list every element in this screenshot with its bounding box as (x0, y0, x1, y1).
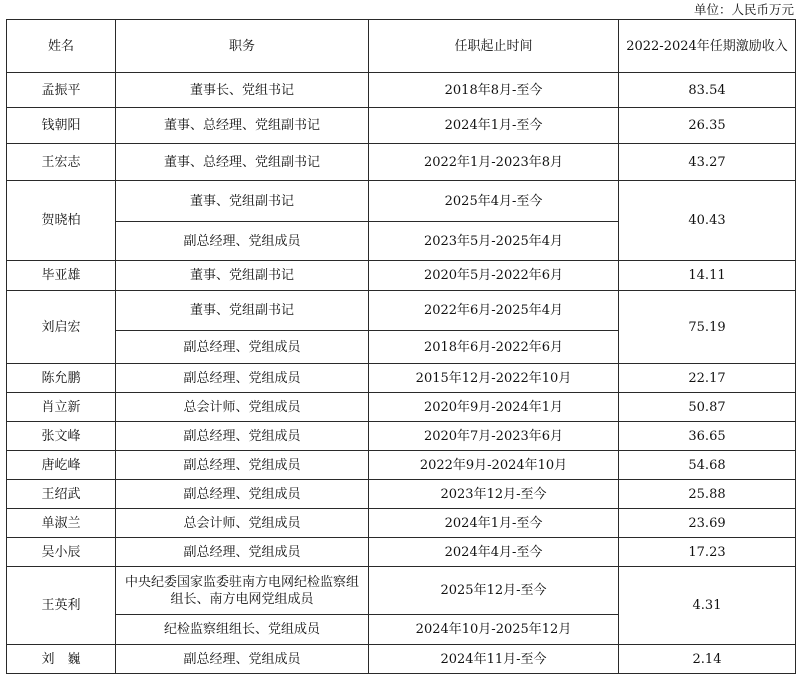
position-cell: 董事、总经理、党组副书记 (116, 108, 369, 144)
term-cell: 2018年8月-至今 (369, 73, 619, 108)
term-cell: 2025年12月-至今 (369, 567, 619, 615)
position-cell: 董事、党组副书记 (116, 291, 369, 331)
position-cell: 纪检监察组组长、党组成员 (116, 615, 369, 645)
position-cell: 副总经理、党组成员 (116, 331, 369, 364)
position-cell: 副总经理、党组成员 (116, 480, 369, 509)
header-term: 任职起止时间 (369, 20, 619, 73)
name-cell: 刘 巍 (7, 645, 116, 674)
income-cell: 17.23 (619, 538, 796, 567)
name-cell: 单淑兰 (7, 509, 116, 538)
income-cell: 23.69 (619, 509, 796, 538)
income-cell: 75.19 (619, 291, 796, 364)
name-cell: 王宏志 (7, 144, 116, 181)
term-cell: 2025年4月-至今 (369, 181, 619, 222)
income-cell: 43.27 (619, 144, 796, 181)
header-income: 2022-2024年任期激励收入 (619, 20, 796, 73)
term-cell: 2024年1月-至今 (369, 509, 619, 538)
table-row (7, 73, 796, 108)
name-cell: 毕亚雄 (7, 261, 116, 291)
position-cell: 中央纪委国家监委驻南方电网纪检监察组组长、南方电网党组成员 (116, 567, 369, 615)
position-cell: 副总经理、党组成员 (116, 645, 369, 674)
name-cell: 肖立新 (7, 393, 116, 422)
position-cell: 总会计师、党组成员 (116, 393, 369, 422)
header-name: 姓名 (7, 20, 116, 73)
income-cell: 4.31 (619, 567, 796, 645)
term-cell: 2015年12月-2022年10月 (369, 364, 619, 393)
name-cell: 钱朝阳 (7, 108, 116, 144)
name-cell: 王绍武 (7, 480, 116, 509)
position-cell: 董事、党组副书记 (116, 261, 369, 291)
income-cell: 22.17 (619, 364, 796, 393)
table-row (7, 645, 796, 674)
position-cell: 副总经理、党组成员 (116, 222, 369, 261)
term-cell: 2023年5月-2025年4月 (369, 222, 619, 261)
income-cell: 36.65 (619, 422, 796, 451)
term-cell: 2022年1月-2023年8月 (369, 144, 619, 181)
table-row (7, 393, 796, 422)
name-cell: 唐屹峰 (7, 451, 116, 480)
table-row (7, 291, 796, 331)
position-cell: 总会计师、党组成员 (116, 509, 369, 538)
term-cell: 2020年9月-2024年1月 (369, 393, 619, 422)
table-row (7, 108, 796, 144)
name-cell: 张文峰 (7, 422, 116, 451)
header-position: 职务 (116, 20, 369, 73)
income-cell: 26.35 (619, 108, 796, 144)
term-cell: 2024年10月-2025年12月 (369, 615, 619, 645)
term-cell: 2020年7月-2023年6月 (369, 422, 619, 451)
term-cell: 2018年6月-2022年6月 (369, 331, 619, 364)
income-cell: 83.54 (619, 73, 796, 108)
table-row (7, 422, 796, 451)
term-cell: 2022年6月-2025年4月 (369, 291, 619, 331)
term-cell: 2024年11月-至今 (369, 645, 619, 674)
unit-note: 单位：人民币万元 (693, 2, 794, 17)
income-cell: 40.43 (619, 181, 796, 261)
name-cell: 王英利 (7, 567, 116, 645)
position-cell: 副总经理、党组成员 (116, 451, 369, 480)
table-row (7, 567, 796, 615)
term-cell: 2024年4月-至今 (369, 538, 619, 567)
position-cell: 董事、总经理、党组副书记 (116, 144, 369, 181)
income-cell: 54.68 (619, 451, 796, 480)
table-row (7, 181, 796, 222)
table-row (7, 509, 796, 538)
header-row (7, 20, 796, 73)
income-cell: 2.14 (619, 645, 796, 674)
position-cell: 副总经理、党组成员 (116, 364, 369, 393)
position-cell: 副总经理、党组成员 (116, 422, 369, 451)
term-cell: 2024年1月-至今 (369, 108, 619, 144)
name-cell: 贺晓柏 (7, 181, 116, 261)
name-cell: 刘启宏 (7, 291, 116, 364)
name-cell: 陈允鹏 (7, 364, 116, 393)
position-cell: 董事、党组副书记 (116, 181, 369, 222)
table-row (7, 261, 796, 291)
table-row (7, 364, 796, 393)
position-cell: 董事长、党组书记 (116, 73, 369, 108)
compensation-table (6, 19, 796, 674)
income-cell: 50.87 (619, 393, 796, 422)
term-cell: 2023年12月-至今 (369, 480, 619, 509)
income-cell: 14.11 (619, 261, 796, 291)
position-cell: 副总经理、党组成员 (116, 538, 369, 567)
table-row (7, 451, 796, 480)
term-cell: 2022年9月-2024年10月 (369, 451, 619, 480)
name-cell: 吴小辰 (7, 538, 116, 567)
term-cell: 2020年5月-2022年6月 (369, 261, 619, 291)
table-row (7, 480, 796, 509)
table-row (7, 144, 796, 181)
table-row (7, 538, 796, 567)
name-cell: 孟振平 (7, 73, 116, 108)
income-cell: 25.88 (619, 480, 796, 509)
